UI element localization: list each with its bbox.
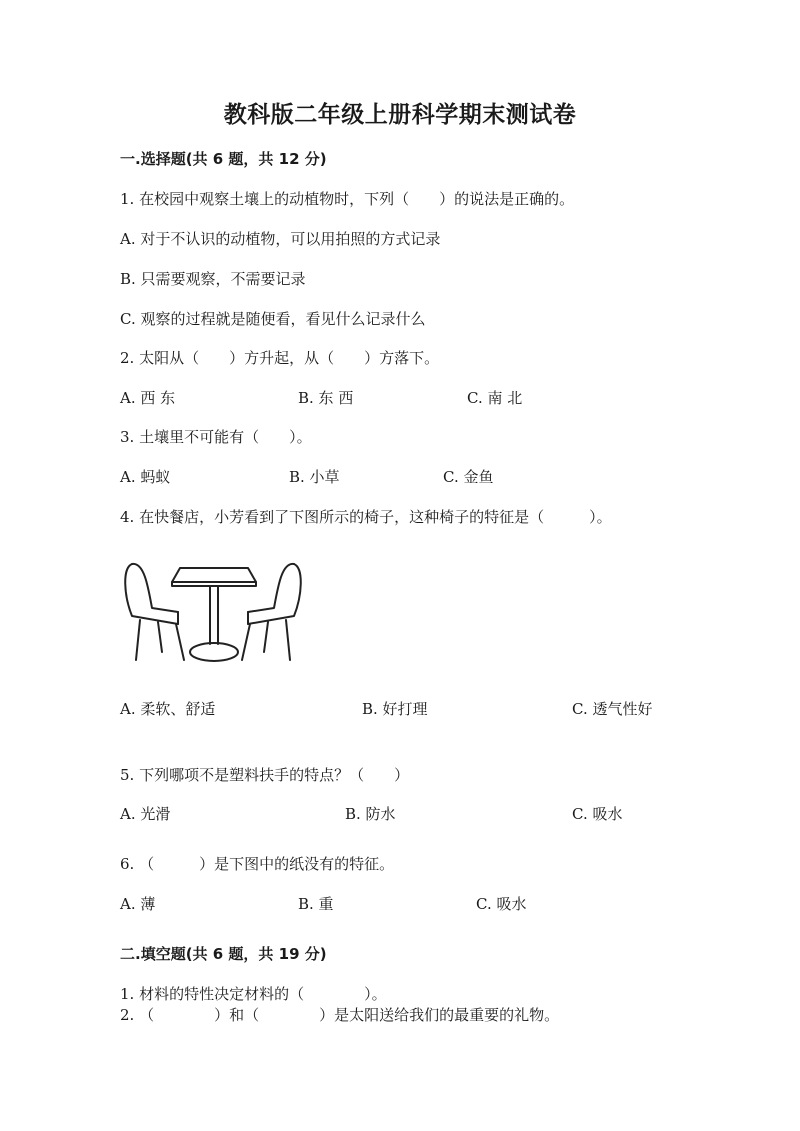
question-4-text: 4. 在快餐店，小芳看到了下图所示的椅子，这种椅子的特征是（ ）。 [120,508,612,526]
question-5-option-b: B. 防水 [345,805,396,823]
section-heading-fill: 二.填空题(共 6 题，共 19 分) [120,945,327,963]
page-title: 教科版二年级上册科学期末测试卷 [223,102,577,128]
question-5-text: 5. 下列哪项不是塑料扶手的特点？（ ） [120,766,410,784]
question-2-text: 2. 太阳从（ ）方升起，从（ ）方落下。 [120,349,440,367]
question-1-text: 1. 在校园中观察土壤上的动植物时，下列（ ）的说法是正确的。 [120,190,575,208]
question-3-option-c: C. 金鱼 [443,468,494,486]
question-5-option-a: A. 光滑 [120,805,171,823]
question-1-option-b: B. 只需要观察，不需要记录 [120,270,306,288]
question-6-option-b: B. 重 [298,895,334,913]
fill-question-2: 2. （ ）和（ ）是太阳送给我们的最重要的礼物。 [120,1006,560,1024]
question-2-option-a: A. 西 东 [120,389,176,407]
question-3-option-b: B. 小草 [289,468,340,486]
section-heading-choice: 一.选择题(共 6 题，共 12 分) [120,150,327,168]
question-3-text: 3. 土壤里不可能有（ ）。 [120,428,312,446]
fill-question-1: 1. 材料的特性决定材料的（ ）。 [120,985,387,1003]
question-1-option-a: A. 对于不认识的动植物，可以用拍照的方式记录 [120,230,441,248]
question-6-option-a: A. 薄 [120,895,156,913]
question-4-option-b: B. 好打理 [362,700,428,718]
question-6-option-c: C. 吸水 [476,895,527,913]
question-2-option-c: C. 南 北 [467,389,523,407]
question-4-option-c: C. 透气性好 [572,700,653,718]
question-3-option-a: A. 蚂蚁 [120,468,171,486]
question-5-option-c: C. 吸水 [572,805,623,823]
table-chairs-illustration-icon [118,556,308,668]
question-2-option-b: B. 东 西 [298,389,354,407]
question-4-option-a: A. 柔软、舒适 [120,700,216,718]
question-6-text: 6. （ ）是下图中的纸没有的特征。 [120,855,395,873]
question-1-option-c: C. 观察的过程就是随便看，看见什么记录什么 [120,310,426,328]
